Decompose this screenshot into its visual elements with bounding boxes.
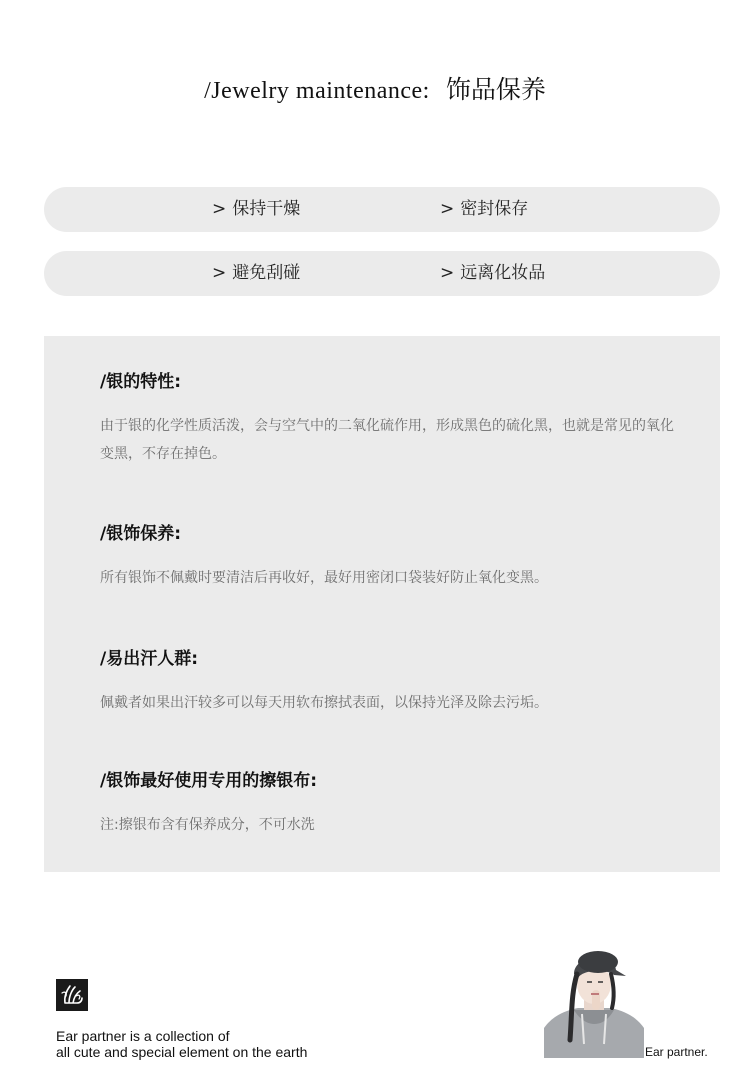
section-body: 注:擦银布含有保养成分，不可水洗	[100, 817, 315, 833]
section-silver-care	[100, 522, 680, 592]
tip-row	[44, 187, 720, 232]
section-heading: /银饰最好使用专用的擦银布:	[100, 771, 318, 791]
section-body: 佩戴者如果出汗较多可以每天用软布擦拭表面，以保持光泽及除去污垢。	[100, 695, 548, 711]
page-title-en: /Jewelry maintenance:	[204, 78, 430, 104]
section-body: 所有银饰不佩戴时要清洁后再收好，最好用密闭口袋装好防止氧化变黑。	[100, 570, 548, 586]
page-title	[0, 70, 750, 106]
brand-name: Ear partner.	[645, 1045, 708, 1059]
chevron-right-icon: >	[440, 263, 455, 283]
tip-item: > 保持干燥	[212, 199, 301, 219]
tip-row	[44, 251, 720, 296]
hand-logo-icon	[56, 979, 88, 1011]
model-photo	[544, 944, 644, 1058]
section-sweat	[100, 647, 680, 717]
section-heading: /银的特性:	[100, 372, 182, 392]
section-heading: /银饰保养:	[100, 524, 182, 544]
chevron-right-icon: >	[212, 199, 227, 219]
section-cloth	[100, 769, 680, 839]
page-title-zh: 饰品保养	[445, 75, 546, 104]
section-silver-properties	[100, 370, 680, 468]
tip-item: > 密封保存	[440, 199, 529, 219]
section-body: 由于银的化学性质活泼，会与空气中的二氧化硫作用，形成黑色的硫化黑，也就是常见的氧化变黑，不存在掉色。	[100, 418, 674, 462]
care-info-panel	[44, 336, 720, 872]
brand-tagline: Ear partner is a collection of all cute and special element on the earth	[56, 1028, 308, 1060]
chevron-right-icon: >	[212, 263, 227, 283]
section-heading: /易出汗人群:	[100, 649, 199, 669]
tip-item: > 远离化妆品	[440, 263, 546, 283]
tip-item: > 避免刮碰	[212, 263, 301, 283]
chevron-right-icon: >	[440, 199, 455, 219]
